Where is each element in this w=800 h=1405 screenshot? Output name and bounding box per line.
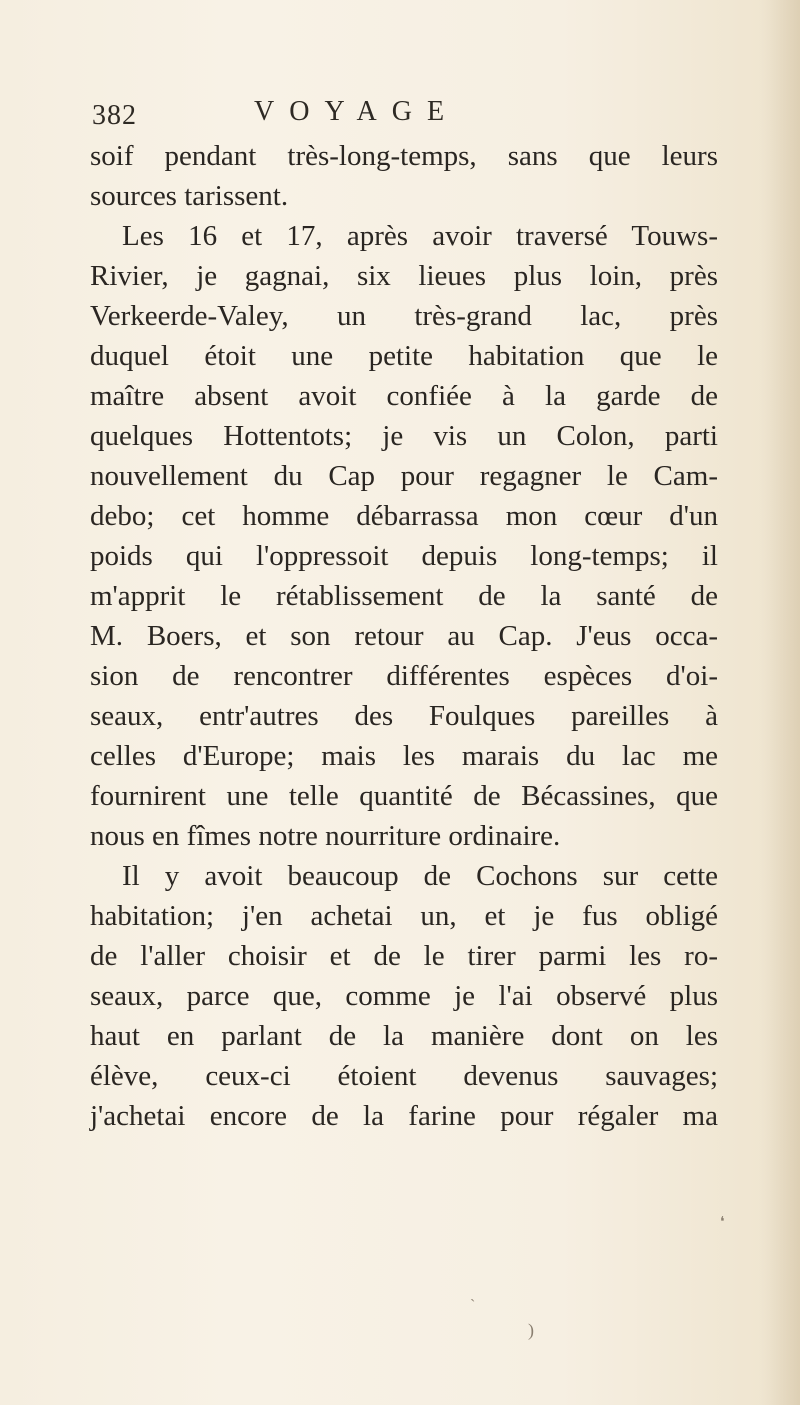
text-line: habitation; j'en achetai un, et je fus obligé: [90, 900, 718, 932]
page-number: 382: [92, 100, 137, 131]
paragraph-3: [90, 856, 718, 1136]
text-line: seaux, entr'autres des Foulques pareilles à: [90, 700, 718, 732]
text-line: maître absent avoit confiée à la garde de: [90, 380, 718, 412]
text-line: soif pendant très-long-temps, sans que leurs: [90, 140, 718, 172]
text-line: poids qui l'oppressoit depuis long-temps; il: [90, 540, 718, 572]
text-line: Verkeerde-Valey, un très-grand lac, près: [90, 300, 718, 332]
text-line: m'apprit le rétablissement de la santé de: [90, 580, 718, 612]
paragraph-2: [90, 216, 718, 856]
text-line: Rivier, je gagnai, six lieues plus loin, près: [90, 260, 718, 292]
text-line: duquel étoit une petite habitation que le: [90, 340, 718, 372]
text-line: de l'aller choisir et de le tirer parmi les ro-: [90, 940, 718, 972]
text-line: j'achetai encore de la farine pour régaler ma: [90, 1100, 718, 1132]
text-line: élève, ceux-ci étoient devenus sauvages;: [90, 1060, 718, 1092]
text-line: seaux, parce que, comme je l'ai observé plus: [90, 980, 718, 1012]
text-line: celles d'Europe; mais les marais du lac me: [90, 740, 718, 772]
text-line: haut en parlant de la manière dont on les: [90, 1020, 718, 1052]
page-header: [92, 96, 712, 136]
paragraph-1: [90, 136, 718, 216]
body-text: [90, 136, 718, 1136]
paper-speck: ): [528, 1320, 534, 1340]
text-line: quelques Hottentots; je vis un Colon, parti: [90, 420, 718, 452]
text-line: Les 16 et 17, après avoir traversé Touws-: [122, 220, 718, 252]
text-line: sion de rencontrer différentes espèces d'oi-: [90, 660, 718, 692]
text-line: fournirent une telle quantité de Bécassines, que: [90, 780, 718, 812]
paper-speck: ❛: [720, 1215, 725, 1230]
paper-speck: ˴: [470, 1290, 476, 1307]
text-line: nouvellement du Cap pour regagner le Cam-: [90, 460, 718, 492]
text-line: M. Boers, et son retour au Cap. J'eus occa-: [90, 620, 718, 652]
running-title: VOYAGE: [254, 96, 460, 127]
text-line: nous en fîmes notre nourriture ordinaire.: [90, 820, 561, 852]
text-line: Il y avoit beaucoup de Cochons sur cette: [122, 860, 718, 892]
text-line: debo; cet homme débarrassa mon cœur d'un: [90, 500, 718, 532]
text-line: sources tarissent.: [90, 180, 289, 212]
